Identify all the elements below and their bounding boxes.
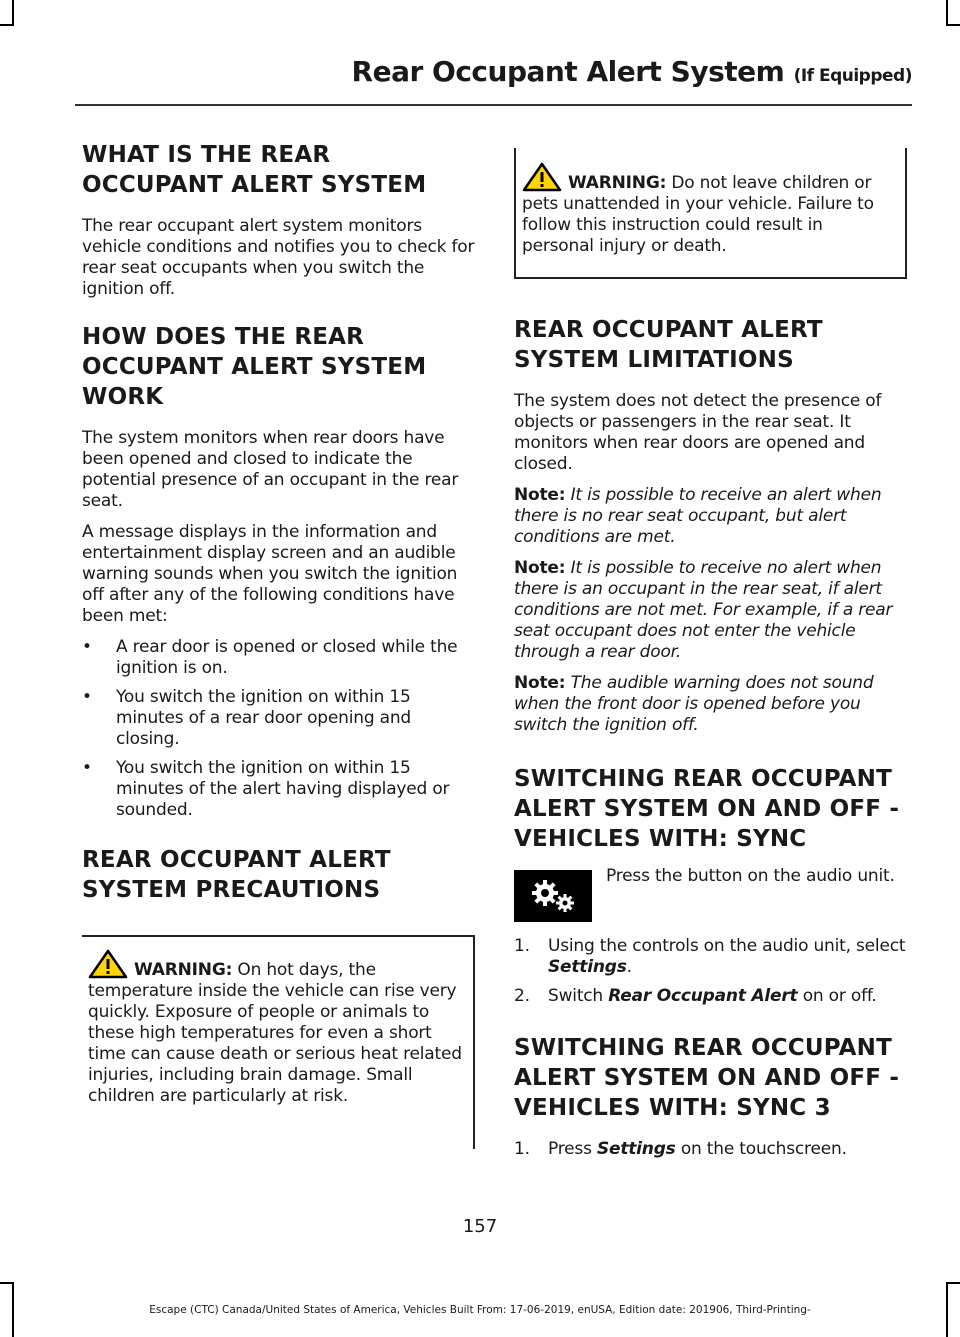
header-rule [75, 104, 912, 106]
gears-icon [523, 876, 583, 916]
section-heading-sync: SWITCHING REAR OCCUPANT ALERT SYSTEM ON AND OFF - VEHICLES WITH: SYNC [514, 766, 900, 852]
press-button-text: Press the button on the audio unit. [606, 866, 895, 886]
list-item-text: You switch the ignition on within 15 minutes of the alert having displayed or sounded. [116, 758, 450, 820]
note-text: It is possible to receive an alert when there is no rear seat occupant, but alert conditions are met. [514, 485, 882, 547]
step-number: 2. [514, 986, 530, 1006]
step-text-emphasis: Settings [548, 957, 627, 977]
warning-body: On hot days, the temperature inside the vehicle can rise very quickly. Exposure of people or animals to these high temperatures for even a short time can cause death or serious heat related injuries, including brain damage. Small children are particularly at risk. [88, 960, 462, 1106]
how-does-paragraph-1: The system monitors when rear doors have been opened and closed to indicate the potential presence of an occupant in the rear seat. [82, 428, 459, 511]
crop-mark [12, 0, 14, 26]
section-heading-precautions: REAR OCCUPANT ALERT SYSTEM PRECAUTIONS [82, 847, 391, 903]
note-text: The audible warning does not sound when the front door is opened before you switch the ignition off. [514, 673, 874, 735]
note-1 [514, 485, 907, 548]
crop-mark [0, 24, 14, 26]
page-number: 157 [462, 1216, 498, 1237]
step-text-post: on or off. [797, 986, 877, 1006]
step-text-post: . [626, 957, 632, 977]
header-title-suffix: (If Equipped) [793, 66, 912, 86]
page-footer: Escape (CTC) Canada/United States of America, Vehicles Built From: 17-06-2019, enUSA, Edition date: 201906, Third-Printing- [149, 1304, 811, 1316]
warning-box-unattended [514, 148, 907, 279]
note-label: Note: [514, 673, 566, 693]
note-label: Note: [514, 485, 566, 505]
step-text-emphasis: Settings [596, 1139, 676, 1159]
warning-text [88, 949, 465, 1107]
bullet: • [82, 687, 92, 707]
warning-label: WARNING: [568, 173, 667, 193]
step-number: 1. [514, 936, 530, 956]
warning-body: Do not leave children or pets unattended in your vehicle. Failure to follow this instruction could result in personal injury or death. [522, 173, 874, 256]
crop-mark [0, 1282, 14, 1284]
list-item [82, 637, 475, 679]
section-heading-how-does: HOW DOES THE REAR OCCUPANT ALERT SYSTEM WORK [82, 324, 427, 410]
list-item [82, 687, 475, 750]
step-text-pre: Switch [548, 986, 609, 1006]
page-header-title [0, 55, 912, 88]
list-item [514, 1139, 907, 1160]
conditions-list [82, 637, 475, 821]
warning-triangle-icon [88, 949, 128, 979]
note-label: Note: [514, 558, 566, 578]
left-column [82, 140, 475, 1149]
warning-triangle-icon [522, 162, 562, 192]
list-item-text: A rear door is opened or closed while the ignition is on. [116, 637, 458, 678]
warning-box-hot-days [82, 935, 475, 1149]
settings-gear-icon [514, 870, 592, 922]
limitations-paragraph: The system does not detect the presence of objects or passengers in the rear seat. It monitors when rear doors are opened and closed. [514, 391, 882, 474]
warning-label: WARNING: [134, 960, 233, 980]
list-item-text: You switch the ignition on within 15 minutes of a rear door opening and closing. [116, 687, 411, 749]
step-text-post: on the touchscreen. [675, 1139, 847, 1159]
settings-button-row [514, 866, 907, 922]
section-heading-sync3: SWITCHING REAR OCCUPANT ALERT SYSTEM ON AND OFF - VEHICLES WITH: SYNC 3 [514, 1035, 900, 1121]
bullet: • [82, 758, 92, 778]
sync-steps [514, 936, 907, 1007]
crop-mark [946, 1282, 960, 1284]
crop-mark [946, 24, 960, 26]
section-heading-what-is: WHAT IS THE REAR OCCUPANT ALERT SYSTEM [82, 142, 427, 198]
warning-text [522, 162, 897, 257]
list-item [514, 986, 907, 1007]
sync3-steps [514, 1139, 907, 1160]
step-number: 1. [514, 1139, 530, 1159]
step-text-pre: Press [548, 1139, 597, 1159]
note-3 [514, 673, 907, 736]
what-is-paragraph: The rear occupant alert system monitors vehicle conditions and notifies you to check for rear seat occupants when you switch the ignition off. [82, 216, 475, 299]
crop-mark [946, 0, 948, 26]
list-item [514, 936, 907, 978]
how-does-paragraph-2: A message displays in the information and entertainment display screen and an audible warning sounds when you switch the ignition off after any of the following conditions have been met: [82, 522, 458, 626]
step-text-pre: Using the controls on the audio unit, select [548, 936, 906, 956]
right-column [514, 148, 907, 1178]
bullet: • [82, 637, 92, 657]
header-title-text: Rear Occupant Alert System [351, 55, 785, 88]
note-text: It is possible to receive no alert when there is an occupant in the rear seat, if alert conditions are not met. For example, if a rear seat occupant does not enter the vehicle through a rear door. [514, 558, 893, 662]
section-heading-limitations: REAR OCCUPANT ALERT SYSTEM LIMITATIONS [514, 317, 823, 373]
step-text-emphasis: Rear Occupant Alert [608, 986, 798, 1006]
list-item [82, 758, 475, 821]
note-2 [514, 558, 907, 663]
